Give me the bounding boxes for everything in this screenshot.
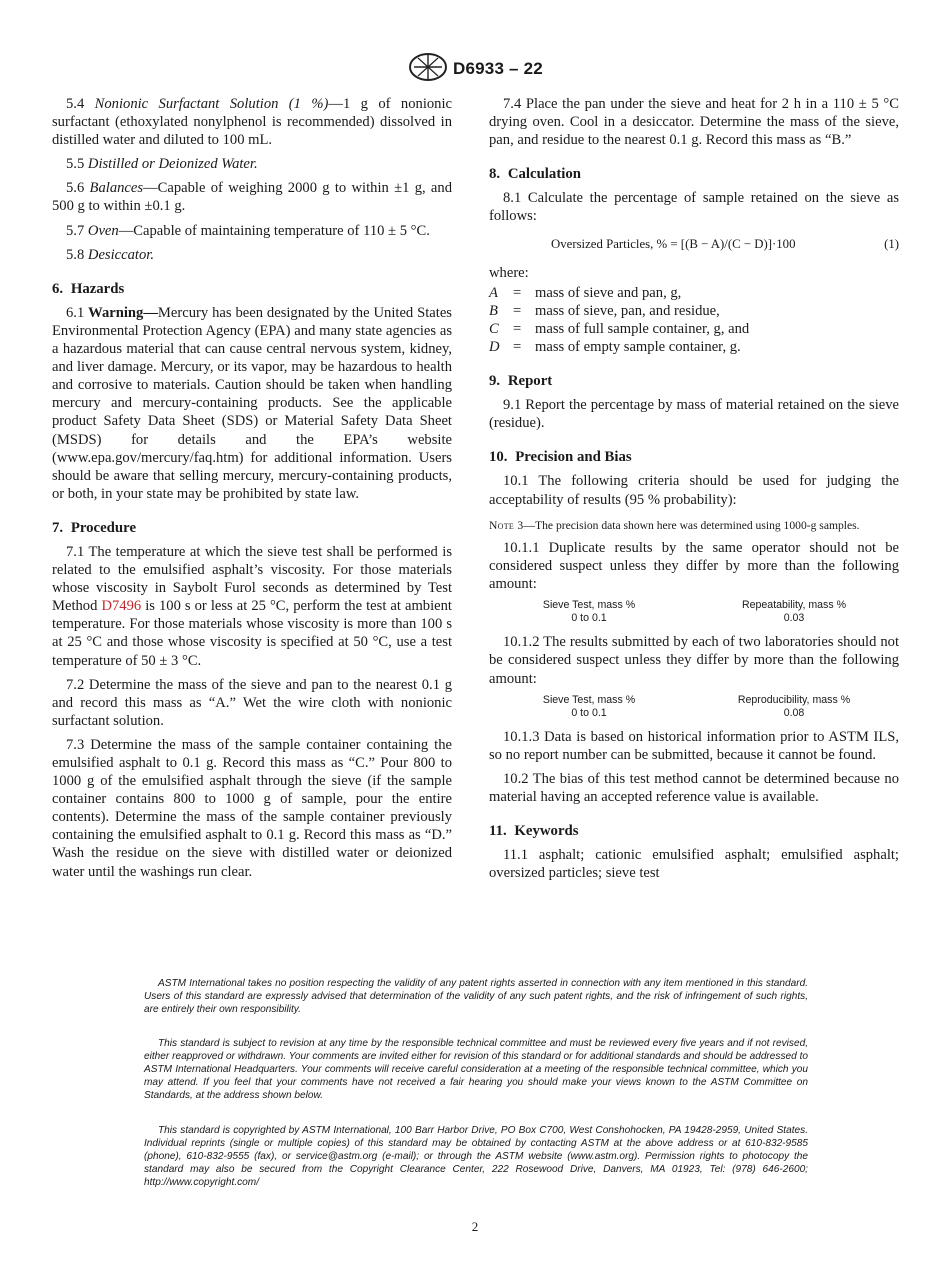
table-cell: 0 to 0.1 xyxy=(571,706,607,719)
definition-row: A = mass of sieve and pan, g, xyxy=(489,284,682,301)
para-10-1-1: 10.1.1 Duplicate results by the same operator should not be considered suspect unless they differ by more than the following amount: xyxy=(489,540,899,593)
section-heading-procedure: 7. Procedure xyxy=(52,519,137,536)
table-header: Sieve Test, mass % xyxy=(542,693,636,706)
para-11-1: 11.1 asphalt; cationic emulsified asphalt; emulsified asphalt; oversized particles; sieve test xyxy=(489,847,899,882)
reference-link-d7496[interactable]: D7496 xyxy=(101,598,142,615)
para-10-1-3: 10.1.3 Data is based on historical information prior to ASTM ILS, so no report number can be submitted, because it cannot be found. xyxy=(489,728,899,763)
equation-body: Oversized Particles, % = [(B − A)/(C − D)]·100 xyxy=(551,236,796,251)
definition-row: D = mass of empty sample container, g. xyxy=(489,338,741,355)
footer-revision-notice: This standard is subject to revision at any time by the responsible technical committee and must be reviewed every five years and if not revised, either reapproved or withdrawn. Your comments are invited either for revision of this standard or for additional standards and should be addressed to ASTM International Headquarters. Your comments will receive careful consideration at a meeting of the responsible technical committee, which you may attend. If you feel that your comments have not received a fair hearing you should make your views known to the ASTM Committee on Standards, at the address shown below. xyxy=(144,1038,808,1102)
repeatability-table xyxy=(489,599,899,625)
section-heading-report: 9. Report xyxy=(489,373,553,390)
table-header: Repeatability, mass % xyxy=(741,599,847,612)
para-5-6: 5.6 Balances—Capable of weighing 2000 g to within ±1 g, and 500 g to within ±0.1 g. xyxy=(52,180,452,215)
definition-row: C = mass of full sample container, g, and xyxy=(489,320,750,337)
para-5-5: 5.5 Distilled or Deionized Water. xyxy=(66,156,258,173)
para-7-2: 7.2 Determine the mass of the sieve and pan to the nearest 0.1 g and record this mass as “A.” Wet the wire cloth with nonionic surfactant solution. xyxy=(52,676,452,729)
definition-row: B = mass of sieve, pan, and residue, xyxy=(489,302,720,319)
para-8-1: 8.1 Calculate the percentage of sample retained on the sieve as follows: xyxy=(489,190,899,225)
section-heading-calculation: 8. Calculation xyxy=(489,166,581,183)
left-column xyxy=(52,95,452,887)
reproducibility-table xyxy=(489,694,899,720)
footer-patent-notice: ASTM International takes no position respecting the validity of any patent rights asserted in connection with any item mentioned in this standard. Users of this standard are expressly advised that determination of the validity of any such patent rights, and the risk of infringement of such rights, are entirely their own responsibility. xyxy=(144,978,808,1016)
equation-1 xyxy=(489,232,899,256)
astm-logo-icon xyxy=(408,52,448,82)
para-9-1: 9.1 Report the percentage by mass of material retained on the sieve (residue). xyxy=(489,397,899,432)
page-number: 2 xyxy=(471,1219,479,1234)
para-10-2: 10.2 The bias of this test method cannot be determined because no material having an accepted reference value is available. xyxy=(489,770,899,805)
equation-number: (1) xyxy=(884,236,899,251)
section-heading-precision-bias: 10. Precision and Bias xyxy=(489,449,632,466)
para-10-1: 10.1 The following criteria should be used for judging the acceptability of results (95 % probability): xyxy=(489,473,899,508)
table-header: Reproducibility, mass % xyxy=(737,693,851,706)
table-cell: 0 to 0.1 xyxy=(571,612,607,625)
table-cell: 0.08 xyxy=(783,706,805,719)
para-7-4: 7.4 Place the pan under the sieve and heat for 2 h in a 110 ± 5 °C drying oven. Cool in a desiccator. Determine the mass of the sieve, pan, and residue to the nearest 0.1 g. Record this mass as “B.” xyxy=(489,96,899,149)
section-heading-hazards: 6. Hazards xyxy=(52,280,125,297)
para-5-7: 5.7 Oven—Capable of maintaining temperature of 110 ± 5 °C. xyxy=(66,222,430,239)
table-header: Sieve Test, mass % xyxy=(542,599,636,612)
para-5-4: 5.4 Nonionic Surfactant Solution (1 %)—1 g of nonionic surfactant (ethoxylated nonylphenol is recommended) dissolved in distilled water and diluted to 100 mL. xyxy=(52,96,452,149)
right-column xyxy=(489,95,899,888)
where-label: where: xyxy=(489,264,529,281)
footer-copyright-notice: This standard is copyrighted by ASTM International, 100 Barr Harbor Drive, PO Box C700, West Conshohocken, PA 19428-2959, United States. Individual reprints (single or multiple copies) of this standard may be obtained by contacting ASTM at the above address or at 610-832-9585 (phone), 610-832-9555 (fax), or service@astm.org (e-mail); or through the ASTM website (www.astm.org). Permission rights to photocopy the standard may also be secured from the Copyright Clearance Center, 222 Rosewood Drive, Danvers, MA 01923, Tel: (978) 646-2600; http://www.copyright.com/ xyxy=(144,1125,808,1189)
table-cell: 0.03 xyxy=(783,612,805,625)
standard-designation: D6933 – 22 xyxy=(453,59,543,78)
page-header xyxy=(0,52,950,86)
variable-definitions xyxy=(489,284,899,356)
para-6-1: 6.1 Warning—Mercury has been designated by the United States Environmental Protection Agency (EPA) and many state agencies as a hazardous material that can cause central nervous system, kidney, and liver damage. Mercury, or its vapor, may be hazardous to health and corrosive to materials. Caution should be taken when handling mercury and mercury-containing products. See the applicable product Safety Data Sheet (SDS) or Material Safety Data Sheet (MSDS) for details and the EPA’s website (www.epa.gov/mercury/faq.htm) for additional information. Users should be aware that selling mercury, mercury-containing products, or both, in your state may be prohibited by state law. xyxy=(52,304,452,502)
para-10-1-2: 10.1.2 The results submitted by each of two laboratories should not be considered suspect unless they differ by more than the following amount: xyxy=(489,634,899,687)
para-7-1: 7.1 The temperature at which the sieve test shall be performed is related to the emulsified asphalt’s viscosity. For those materials whose viscosity in Saybolt Furol seconds as determined by Test Method D7496 is 100 s or less at 25 °C, perform the test at ambient temperature. For those materials whose viscosity is more than 100 s at 25 °C and those whose viscosity is specified at 50 °C, use a test temperature of 50 ± 3 °C. xyxy=(52,543,452,669)
section-heading-keywords: 11. Keywords xyxy=(489,823,579,840)
para-5-8: 5.8 Desiccator. xyxy=(66,246,154,263)
para-7-3: 7.3 Determine the mass of the sample container containing the emulsified asphalt to 0.1 g. Record this mass as “C.” Pour 800 to 1000 g of the emulsified asphalt through the sieve (if the sample container contains 800 to 1000 g of sample, pour the entire contents). Determine the mass of the sample container previously containing the emulsified asphalt to 0.1 g. Record this mass as “D.” Wash the residue on the sieve with distilled water or deionized water until the washings run clear. xyxy=(52,736,452,880)
note-3: Note 3—The precision data shown here was determined using 1000-g samples. xyxy=(489,518,860,532)
